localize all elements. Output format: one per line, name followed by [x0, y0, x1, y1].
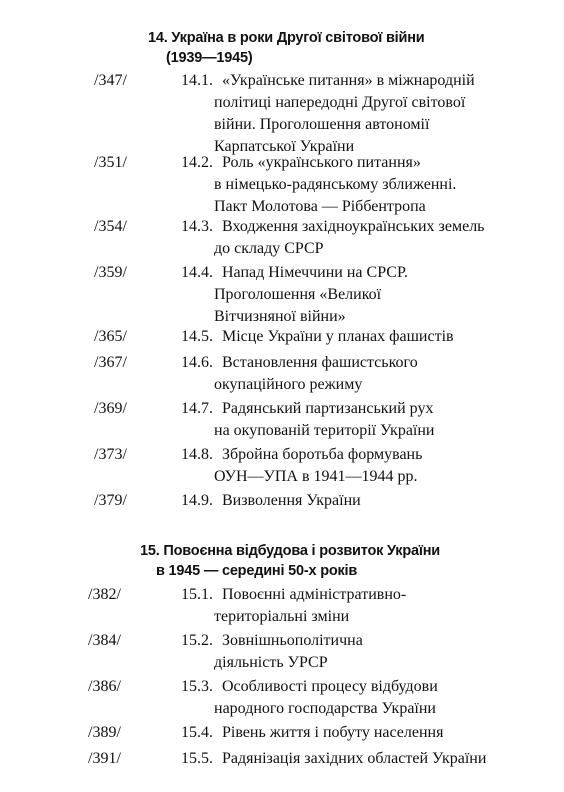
entry-line: Роль «українського питання»	[222, 154, 421, 171]
entry-line: Пакт Молотова — Ріббентропа	[214, 198, 426, 215]
entry-line: Встановлення фашистського	[222, 354, 418, 371]
entry-number: 14.1.	[181, 72, 213, 89]
section-title-line: 14. Україна в роки Другої світової війни	[148, 30, 425, 46]
entry-text	[206, 584, 406, 628]
page-number: /373/	[94, 446, 127, 463]
section-title-line: в 1945 — середині 50-х років	[156, 563, 358, 579]
entry-line: політиці напередодні Другої світової	[214, 94, 466, 111]
entry-text	[206, 352, 418, 396]
entry-text	[206, 216, 484, 260]
entry-line: Місце України у планах фашистів	[222, 328, 454, 345]
section-title-line: 15. Повоєнна відбудова і розвиток України	[140, 543, 441, 559]
entry-number: 14.4.	[181, 264, 213, 281]
entry-number: 15.3.	[181, 678, 213, 695]
entry-line: Визволення України	[222, 492, 361, 509]
entry-number: 14.6.	[181, 354, 213, 371]
entry-text	[206, 444, 422, 488]
entry-line: територіальні зміни	[214, 608, 350, 625]
entry-number: 15.2.	[181, 632, 213, 649]
entry-number: 14.5.	[181, 328, 213, 345]
entry-text	[206, 748, 486, 770]
section-title-line: (1939—1945)	[166, 50, 253, 66]
entry-line: ОУН—УПА в 1941—1944 рр.	[214, 468, 418, 485]
entry-line: народного господарства України	[214, 700, 436, 717]
page-number: /354/	[94, 218, 127, 235]
entry-text	[206, 630, 363, 674]
entry-line: Проголошення «Великої	[214, 286, 382, 303]
entry-number: 14.2.	[181, 154, 213, 171]
entry-text	[206, 676, 438, 720]
entry-number: 14.3.	[181, 218, 213, 235]
entry-text	[206, 262, 408, 328]
entry-line: Особливості процесу відбудови	[222, 678, 438, 695]
entry-line: Повоєнні адміністративно-	[222, 586, 407, 603]
section-title-14	[148, 28, 424, 68]
entry-number: 14.8.	[181, 446, 213, 463]
page-number: /386/	[88, 678, 121, 695]
entry-line: до складу СРСР	[214, 240, 324, 257]
entry-line: Вітчизняної війни»	[214, 308, 346, 325]
page-number: /367/	[94, 354, 127, 371]
page-number: /382/	[88, 586, 121, 603]
page-number: /391/	[88, 750, 121, 767]
entry-line: діяльність УРСР	[214, 654, 328, 671]
entry-text	[206, 152, 456, 218]
entry-line: Зовнішньополітична	[222, 632, 363, 649]
page-number: /351/	[94, 154, 127, 171]
entry-line: Радянський партизанський рух	[222, 400, 434, 417]
entry-line: «Українське питання» в міжнародній	[222, 72, 475, 89]
entry-line: в німецько-радянському зближенні.	[214, 176, 457, 193]
entry-line: на окупованій території України	[214, 422, 435, 439]
entry-number: 14.7.	[181, 400, 213, 417]
entry-line: війни. Проголошення автономії	[214, 116, 430, 133]
entry-text	[206, 722, 443, 744]
page-number: /365/	[94, 328, 127, 345]
page-number: /389/	[88, 724, 121, 741]
entry-number: 14.9.	[181, 492, 213, 509]
entry-number: 15.4.	[181, 724, 213, 741]
page-number: /359/	[94, 264, 127, 281]
entry-line: окупаційного режиму	[214, 376, 363, 393]
entry-number: 15.5.	[181, 750, 213, 767]
page-number: /384/	[88, 632, 121, 649]
entry-text	[206, 490, 361, 512]
entry-line: Входження західноукраїнських земель	[222, 218, 485, 235]
entry-line: Рівень життя і побуту населення	[222, 724, 444, 741]
entry-line: Збройна боротьба формувань	[222, 446, 423, 463]
page-number: /347/	[94, 72, 127, 89]
entry-text	[206, 398, 434, 442]
entry-text	[206, 70, 475, 158]
section-title-15	[140, 541, 440, 581]
entry-line: Карпатської України	[214, 138, 355, 155]
entry-text	[206, 326, 454, 348]
entry-line: Напад Німеччини на СРСР.	[222, 264, 408, 281]
entry-number: 15.1.	[181, 586, 213, 603]
page-number: /369/	[94, 400, 127, 417]
entry-line: Радянізація західних областей України	[222, 750, 487, 767]
page-number: /379/	[94, 492, 127, 509]
